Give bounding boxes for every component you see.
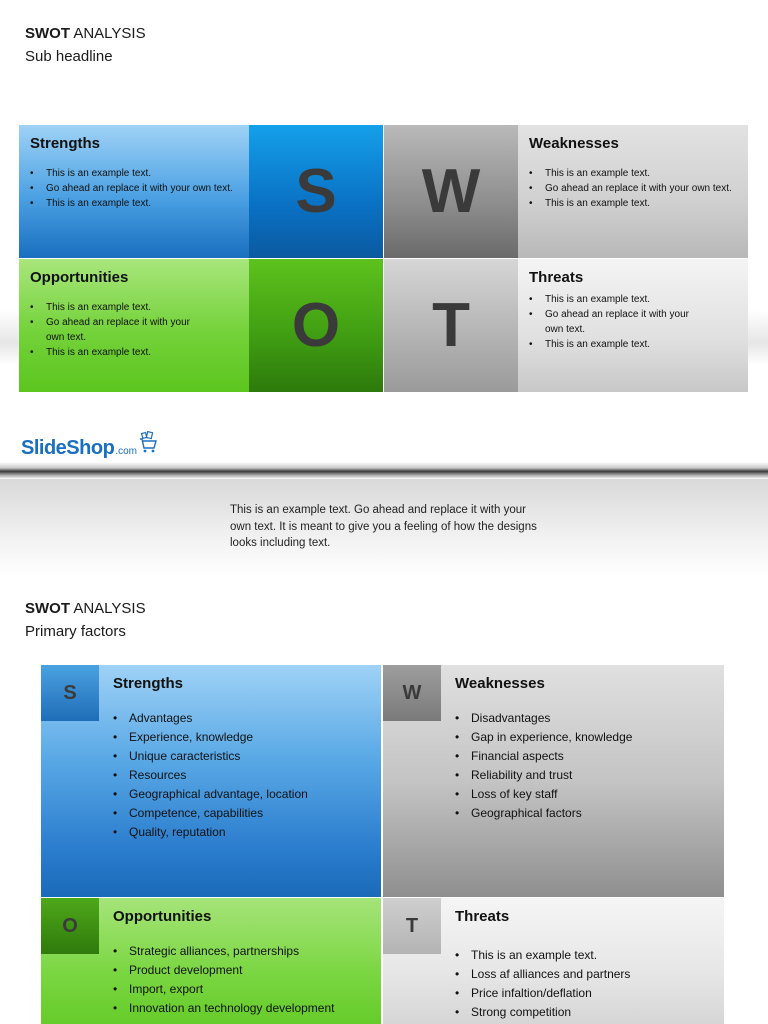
slide1-subtitle: Sub headline [25,48,113,65]
strengths-factors-list [113,709,308,842]
threats-heading: Threats [529,269,584,286]
strengths-cell [19,125,249,258]
list-item: • This is an example text. [529,292,694,307]
opportunities-list [30,300,239,360]
threats-letter: T [432,291,470,360]
list-item: • Price infaltion/deflation [455,984,630,1003]
weaknesses-quadrant [383,665,724,897]
weaknesses-letter-tile [384,125,518,258]
logo-suffix: .com [115,446,137,457]
list-item: • Resources [113,766,308,785]
list-item: • Experience, knowledge [113,728,308,747]
list-item: • Strategic alliances, partnerships [113,942,334,961]
list-item: • This is an example text. [30,196,239,211]
opportunities-heading: Opportunities [30,269,129,286]
list-item: • Go ahead an replace it with your own text. [30,315,195,345]
slide1-title-rest: ANALYSIS [70,25,146,42]
list-item: • Go ahead an replace it with your own text. [30,181,239,196]
list-item: • Quality, reputation [113,823,308,842]
opportunities-tag: O [41,898,99,954]
strengths-quadrant-heading: Strengths [113,675,184,692]
list-item: • Reliability and trust [455,766,632,785]
threats-cell [518,259,748,392]
weaknesses-letter: W [421,157,481,226]
swot-grid-1 [19,125,748,392]
logo-wordmark: SlideShop [21,437,115,459]
opportunities-quadrant-heading: Opportunities [113,908,212,925]
list-item: • This is an example text. [30,166,239,181]
threats-quadrant-heading: Threats [455,908,510,925]
list-item: • This is an example text. [30,345,195,360]
list-item: • Geographical advantage, location [113,785,308,804]
swot-grid-2 [41,665,724,1024]
opportunities-cell [19,259,249,392]
opportunities-quadrant [41,898,381,1024]
opportunities-letter-tile [249,259,383,392]
strengths-heading: Strengths [30,135,101,152]
list-item: • Innovation an technology development [113,999,334,1018]
threats-quadrant [383,898,724,1024]
list-item: • Strong competition [455,1003,630,1022]
list-item: • Geographical factors [455,804,632,823]
list-item: • Competence, capabilities [113,804,308,823]
slide2-title [25,599,146,619]
list-item: • Disadvantages [455,709,632,728]
opportunities-factors-list [113,942,334,1018]
slideshop-logo [21,428,157,460]
threats-list [529,292,738,352]
list-item: • Loss of key staff [455,785,632,804]
strengths-letter: S [295,157,337,226]
slide2-subtitle: Primary factors [25,623,126,640]
weaknesses-list [529,166,738,211]
list-item: • Unique caracteristics [113,747,308,766]
list-item: • This is an example text. [455,946,630,965]
list-item: • This is an example text. [30,300,195,315]
slide2-title-rest: ANALYSIS [70,600,146,617]
list-item: • This is an example text. [529,196,738,211]
slide2-title-bold: SWOT [25,600,70,617]
strengths-tag: S [41,665,99,721]
list-item: • Go ahead an replace it with your own text. [529,307,694,337]
list-item: • Gap in experience, knowledge [455,728,632,747]
list-item: • This is an example text. [529,337,694,352]
weaknesses-heading: Weaknesses [529,135,619,152]
strengths-list [30,166,239,211]
list-item: • Go ahead an replace it with your own text. [529,181,738,196]
slide1-title-bold: SWOT [25,25,70,42]
opportunities-letter: O [291,291,341,360]
strengths-letter-tile [249,125,383,258]
section-divider [0,462,768,479]
slide1-title [25,24,146,44]
weaknesses-quadrant-heading: Weaknesses [455,675,545,692]
weaknesses-cell [518,125,748,258]
threats-letter-tile [384,259,518,392]
strengths-quadrant [41,665,381,897]
list-item: • Import, export [113,980,334,999]
list-item: • Loss af alliances and partners [455,965,630,984]
weaknesses-tag: W [383,665,441,721]
list-item: • This is an example text. [529,166,738,181]
threats-factors-list [455,946,630,1022]
shopping-cart-icon [139,431,157,458]
threats-tag: T [383,898,441,954]
list-item: • Advantages [113,709,308,728]
list-item: • Product development [113,961,334,980]
weaknesses-factors-list [455,709,632,823]
list-item: • Financial aspects [455,747,632,766]
band-paragraph: This is an example text. Go ahead and replace it with your own text. It is meant to give you a feeling of how the designs looks including text. [230,504,537,549]
